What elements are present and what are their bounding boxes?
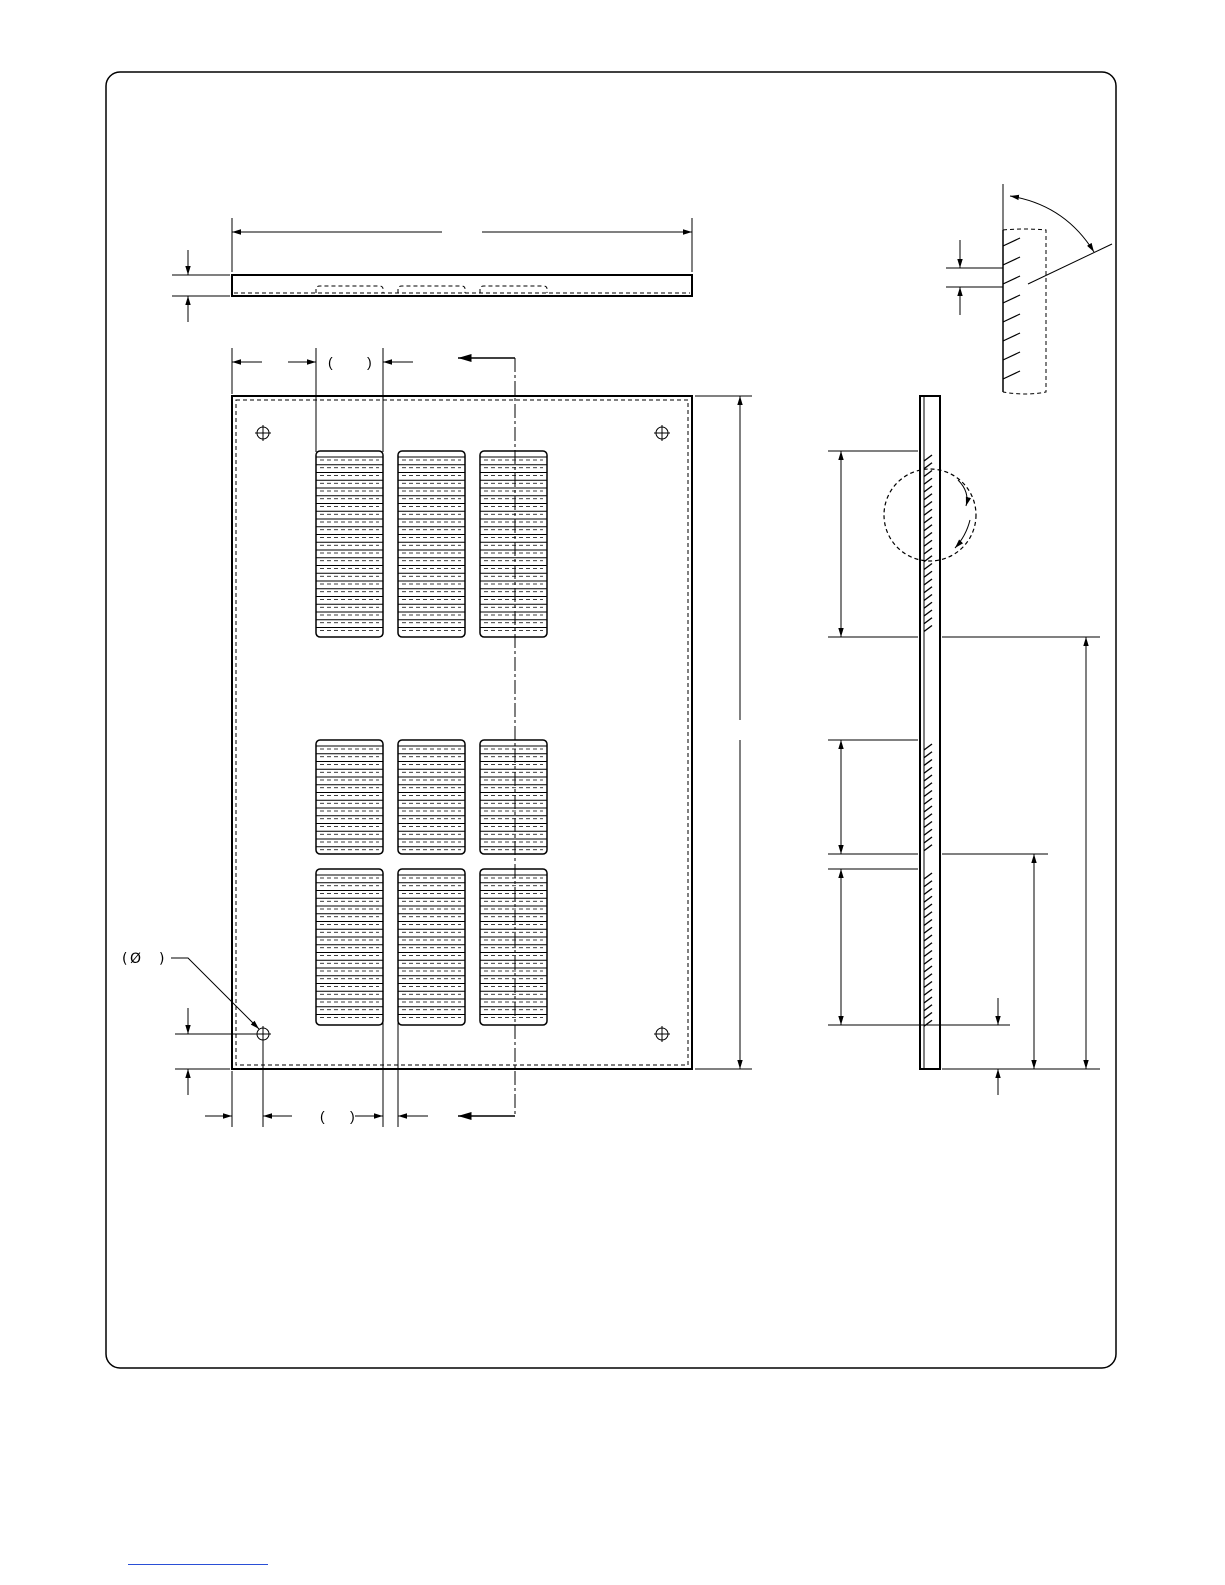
side-fin bbox=[924, 455, 932, 461]
diameter-paren-close: ) bbox=[159, 951, 165, 967]
side-fin bbox=[924, 610, 932, 616]
louver-block bbox=[398, 869, 465, 1025]
side-fin bbox=[924, 540, 932, 546]
detail-fin bbox=[1003, 238, 1020, 246]
louver-block bbox=[398, 451, 465, 637]
side-fin bbox=[924, 791, 932, 797]
side-fin bbox=[924, 798, 932, 804]
side-fin bbox=[924, 958, 932, 964]
side-fin bbox=[924, 783, 932, 789]
hole-diameter-callout bbox=[171, 958, 259, 1029]
reference-paren-open-bottom: ( bbox=[320, 1108, 325, 1124]
side-fin bbox=[924, 873, 932, 879]
side-fin bbox=[924, 775, 932, 781]
side-fin bbox=[924, 845, 932, 851]
detail-fin bbox=[1003, 371, 1020, 379]
mounting-hole-icon bbox=[654, 425, 670, 441]
detail-fin bbox=[1003, 295, 1020, 303]
overall-height-dimension bbox=[695, 396, 752, 1069]
side-fin bbox=[924, 533, 932, 539]
louver-block bbox=[480, 869, 547, 1025]
louver-block bbox=[316, 740, 383, 854]
reference-paren-open: ( bbox=[328, 354, 333, 370]
side-fin bbox=[924, 920, 932, 926]
side-fin bbox=[924, 486, 932, 492]
reference-paren-close: ) bbox=[367, 354, 372, 370]
side-fin bbox=[924, 760, 932, 766]
side-fin bbox=[924, 571, 932, 577]
side-fin bbox=[924, 494, 932, 500]
side-fin bbox=[924, 744, 932, 750]
side-fin bbox=[924, 478, 932, 484]
detail-fin bbox=[1003, 276, 1020, 284]
side-fin bbox=[924, 525, 932, 531]
side-fin bbox=[924, 889, 932, 895]
side-fin bbox=[924, 587, 932, 593]
side-fin bbox=[924, 829, 932, 835]
side-fin bbox=[924, 602, 932, 608]
detail-fin bbox=[1003, 257, 1020, 265]
detail-fins bbox=[1003, 238, 1020, 379]
louver-detail-view bbox=[946, 184, 1112, 394]
detail-fin bbox=[1003, 314, 1020, 322]
side-fin bbox=[924, 881, 932, 887]
diameter-paren-open: ( bbox=[122, 951, 128, 967]
louver-block bbox=[398, 740, 465, 854]
mounting-hole-icon bbox=[255, 1026, 271, 1042]
side-fin bbox=[924, 509, 932, 515]
side-fin bbox=[924, 989, 932, 995]
side-fin bbox=[924, 618, 932, 624]
side-fin bbox=[924, 752, 932, 758]
side-louver-fins bbox=[924, 455, 932, 1026]
side-fin bbox=[924, 1013, 932, 1019]
side-fin bbox=[924, 997, 932, 1003]
louver-block bbox=[480, 451, 547, 637]
louver-block bbox=[316, 869, 383, 1025]
side-view-offset-dimensions bbox=[942, 637, 1100, 1095]
reference-paren-close-bottom: ) bbox=[350, 1108, 355, 1124]
side-fin bbox=[924, 463, 932, 469]
side-fin bbox=[924, 951, 932, 957]
side-fin bbox=[924, 966, 932, 972]
detail-circle bbox=[884, 469, 976, 561]
side-fin bbox=[924, 814, 932, 820]
detail-fin bbox=[1003, 352, 1020, 360]
side-fin bbox=[924, 767, 932, 773]
side-fin bbox=[924, 579, 932, 585]
louver-block bbox=[316, 451, 383, 637]
side-fin bbox=[924, 935, 932, 941]
footer-link-underline[interactable] bbox=[128, 1564, 268, 1565]
thickness-dimension bbox=[172, 250, 230, 322]
detail-fin bbox=[1003, 333, 1020, 341]
side-fin bbox=[924, 806, 932, 812]
diameter-symbol: Ø bbox=[130, 951, 142, 967]
bottom-spacing-dimension bbox=[205, 1022, 428, 1127]
side-fin bbox=[924, 912, 932, 918]
side-fin bbox=[924, 837, 932, 843]
side-fin bbox=[924, 548, 932, 554]
side-fin bbox=[924, 904, 932, 910]
side-fin bbox=[924, 595, 932, 601]
side-fin bbox=[924, 974, 932, 980]
side-fin bbox=[924, 943, 932, 949]
side-fin bbox=[924, 1005, 932, 1011]
sheet-frame bbox=[106, 72, 1116, 1368]
side-fin bbox=[924, 896, 932, 902]
side-fin bbox=[924, 502, 932, 508]
side-fin bbox=[924, 982, 932, 988]
mounting-hole-icon bbox=[654, 1026, 670, 1042]
side-fin bbox=[924, 626, 932, 632]
side-fin bbox=[924, 564, 932, 570]
side-fin bbox=[924, 927, 932, 933]
mounting-hole-icon bbox=[255, 425, 271, 441]
side-fin bbox=[924, 471, 932, 477]
overall-width-dimension bbox=[232, 218, 692, 272]
side-fin bbox=[924, 822, 932, 828]
louver-block bbox=[480, 740, 547, 854]
louver-array bbox=[316, 451, 547, 1025]
side-fin bbox=[924, 517, 932, 523]
top-edge-view bbox=[232, 275, 692, 296]
hole-vertical-offset-dimension bbox=[175, 1008, 255, 1095]
